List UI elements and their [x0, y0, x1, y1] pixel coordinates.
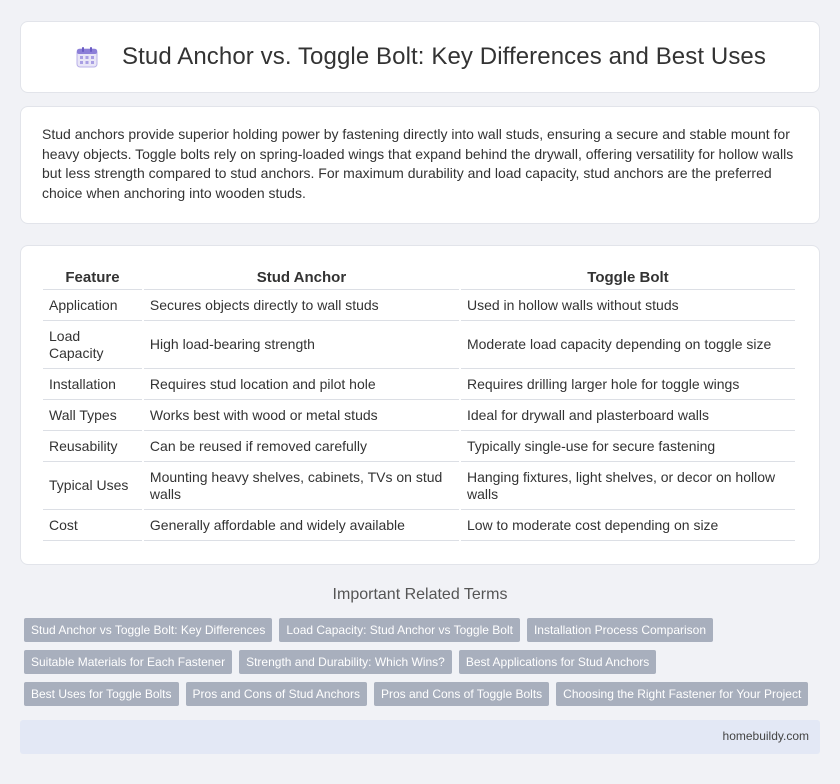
row-feature: Load Capacity [43, 321, 142, 369]
row-toggle-bolt: Hanging fixtures, light shelves, or decor on hollow walls [461, 462, 795, 510]
row-stud-anchor: Requires stud location and pilot hole [144, 369, 459, 400]
row-stud-anchor: Secures objects directly to wall studs [144, 290, 459, 321]
tag-row [24, 650, 824, 674]
row-stud-anchor: Generally affordable and widely available [144, 510, 459, 541]
related-terms-title: Important Related Terms [332, 586, 508, 603]
row-stud-anchor: Mounting heavy shelves, cabinets, TVs on stud walls [144, 462, 459, 510]
table-row [43, 290, 795, 321]
row-feature: Installation [43, 369, 142, 400]
row-toggle-bolt: Moderate load capacity depending on toggle size [461, 321, 795, 369]
footer [20, 720, 820, 754]
table-row [43, 462, 795, 510]
comparison-table [41, 266, 797, 541]
header-feature: Feature [43, 266, 142, 290]
related-tag[interactable]: Installation Process Comparison [527, 618, 713, 642]
table-row [43, 369, 795, 400]
comparison-table-card [20, 245, 820, 565]
row-stud-anchor: Can be reused if removed carefully [144, 431, 459, 462]
header-stud-anchor: Stud Anchor [144, 266, 459, 290]
row-toggle-bolt: Ideal for drywall and plasterboard walls [461, 400, 795, 431]
related-tag[interactable]: Strength and Durability: Which Wins? [239, 650, 452, 674]
related-tag[interactable]: Best Uses for Toggle Bolts [24, 682, 179, 706]
table-row [43, 321, 795, 369]
row-feature: Wall Types [43, 400, 142, 431]
row-stud-anchor: Works best with wood or metal studs [144, 400, 459, 431]
table-row [43, 510, 795, 541]
page-title: Stud Anchor vs. Toggle Bolt: Key Differences and Best Uses [122, 43, 766, 70]
related-tag[interactable]: Pros and Cons of Toggle Bolts [374, 682, 549, 706]
row-stud-anchor: High load-bearing strength [144, 321, 459, 369]
table-row [43, 431, 795, 462]
row-feature: Cost [43, 510, 142, 541]
related-tag[interactable]: Pros and Cons of Stud Anchors [186, 682, 367, 706]
related-tag[interactable]: Stud Anchor vs Toggle Bolt: Key Differences [24, 618, 272, 642]
related-tag[interactable]: Suitable Materials for Each Fastener [24, 650, 232, 674]
row-toggle-bolt: Typically single-use for secure fastening [461, 431, 795, 462]
row-toggle-bolt: Requires drilling larger hole for toggle wings [461, 369, 795, 400]
calendar-icon [74, 44, 100, 70]
table-row [43, 400, 795, 431]
row-toggle-bolt: Used in hollow walls without studs [461, 290, 795, 321]
row-feature: Typical Uses [43, 462, 142, 510]
related-tags [24, 618, 824, 714]
intro-card [20, 106, 820, 224]
row-feature: Application [43, 290, 142, 321]
related-tag[interactable]: Choosing the Right Fastener for Your Project [556, 682, 808, 706]
tag-row [24, 618, 824, 642]
related-tag[interactable]: Load Capacity: Stud Anchor vs Toggle Bolt [279, 618, 520, 642]
tag-row [24, 682, 824, 706]
related-tag[interactable]: Best Applications for Stud Anchors [459, 650, 656, 674]
table-header-row [43, 266, 795, 290]
intro-text: Stud anchors provide superior holding power by fastening directly into wall studs, ensuring a secure and stable mount for heavy objects. Toggle bolts rely on spring-loaded wings that expand behind the drywall, offering versatility for hollow walls but less strength compared to stud anchors. For maximum durability and load capacity, stud anchors are the preferred choice when anchoring into wooden studs. [42, 126, 794, 201]
footer-site[interactable]: homebuildy.com [722, 729, 809, 743]
title-row [74, 43, 766, 71]
header-toggle-bolt: Toggle Bolt [461, 266, 795, 290]
row-toggle-bolt: Low to moderate cost depending on size [461, 510, 795, 541]
row-feature: Reusability [43, 431, 142, 462]
header-card [20, 21, 820, 93]
